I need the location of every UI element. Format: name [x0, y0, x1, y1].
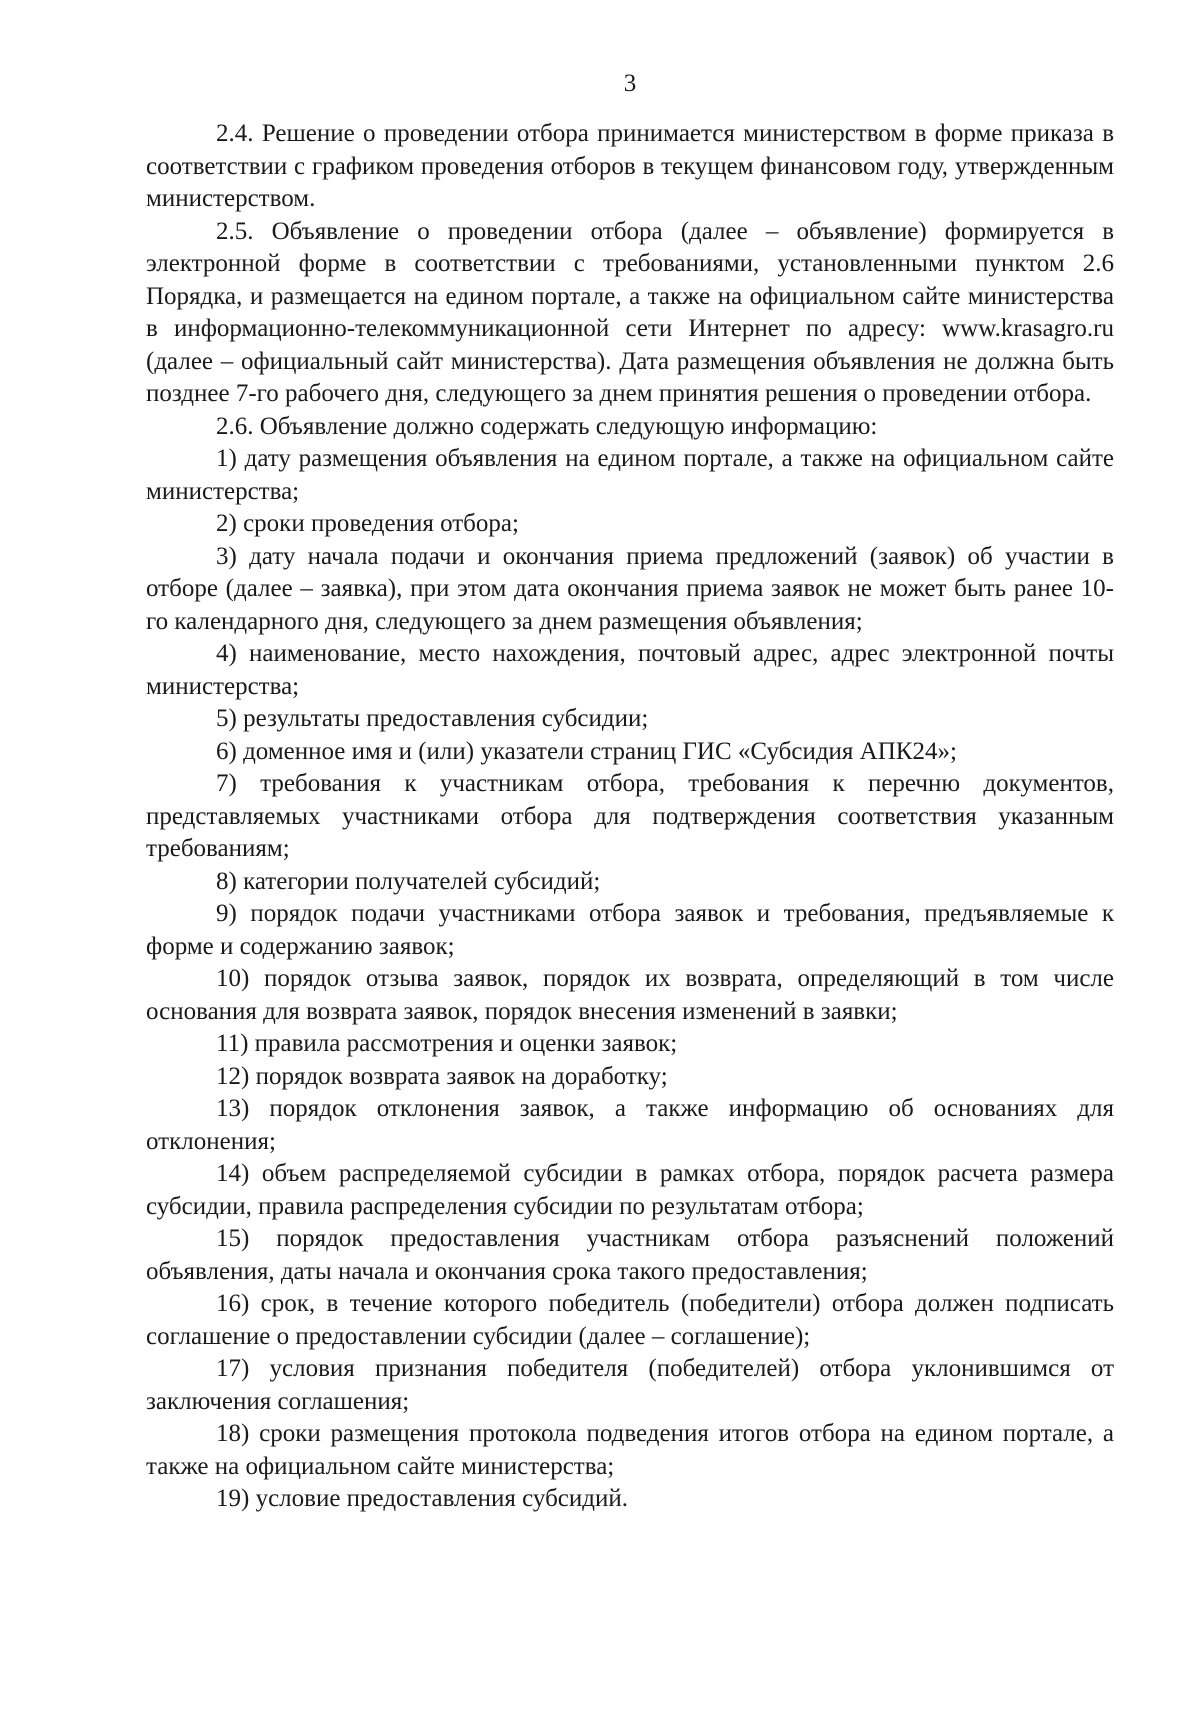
list-item-18: 18) сроки размещения протокола подведения итогов отбора на едином портале, а также на официальном сайте министерства;	[146, 1420, 1114, 1480]
paragraph-2-5: 2.5. Объявление о проведении отбора (далее – объявление) формируется в электронной форме в соответствии с требованиями, установленными пунктом 2.6 Порядка, и размещается на едином портале, а также на официальном сайте министерства в информационно-телекоммуникационной сети Интернет по адресу: www.krasagro.ru (далее – официальный сайт министерства). Дата размещения объявления не должна быть позднее 7-го рабочего дня, следующего за днем принятия решения о проведении отбора.	[146, 217, 1114, 407]
list-item-15: 15) порядок предоставления участникам отбора разъяснений положений объявления, даты начала и окончания срока такого предоставления;	[146, 1225, 1114, 1285]
list-item-14: 14) объем распределяемой субсидии в рамках отбора, порядок расчета размера субсидии, правила распределения субсидии по результатам отбора;	[146, 1160, 1114, 1220]
document-body	[146, 118, 1114, 1516]
list-item-2: 2) сроки проведения отбора;	[216, 510, 519, 537]
list-item-17: 17) условия признания победителя (победителей) отбора уклонившимся от заключения соглашения;	[146, 1355, 1114, 1415]
paragraph-2-4: 2.4. Решение о проведении отбора принимается министерством в форме приказа в соответствии с графиком проведения отборов в текущем финансовом году, утвержденным министерством.	[146, 120, 1114, 212]
list-item-8: 8) категории получателей субсидий;	[216, 867, 601, 895]
list-item-6: 6) доменное имя и (или) указатели страниц ГИС «Субсидия АПК24»;	[216, 737, 957, 765]
list-item-19: 19) условие предоставления субсидий.	[216, 1485, 628, 1512]
list-item-4: 4) наименование, место нахождения, почтовый адрес, адрес электронной почты министерства;	[146, 640, 1114, 700]
paragraph-2-6: 2.6. Объявление должно содержать следующую информацию:	[216, 412, 878, 440]
list-item-1: 1) дату размещения объявления на едином портале, а также на официальном сайте министерства;	[146, 445, 1114, 505]
list-item-12: 12) порядок возврата заявок на доработку;	[216, 1062, 668, 1090]
list-item-13: 13) порядок отклонения заявок, а также информацию об основаниях для отклонения;	[146, 1095, 1114, 1155]
list-item-7: 7) требования к участникам отбора, требования к перечню документов, представляемых участниками отбора для подтверждения соответствия указанным требованиям;	[146, 770, 1114, 862]
list-item-3: 3) дату начала подачи и окончания приема предложений (заявок) об участии в отборе (далее – заявка), при этом дата окончания приема заявок не может быть ранее 10-го календарного дня, следующего за днем размещения объявления;	[146, 542, 1114, 635]
list-item-10: 10) порядок отзыва заявок, порядок их возврата, определяющий в том числе основания для возврата заявок, порядок внесения изменений в заявки;	[146, 965, 1114, 1025]
page-number: 3	[623, 70, 637, 97]
list-item-9: 9) порядок подачи участниками отбора заявок и требования, предъявляемые к форме и содержанию заявок;	[146, 900, 1114, 960]
list-item-11: 11) правила рассмотрения и оценки заявок;	[216, 1030, 678, 1057]
list-item-5: 5) результаты предоставления субсидии;	[216, 705, 649, 732]
list-item-16: 16) срок, в течение которого победитель (победители) отбора должен подписать соглашение о предоставлении субсидии (далее – соглашение);	[146, 1290, 1114, 1350]
